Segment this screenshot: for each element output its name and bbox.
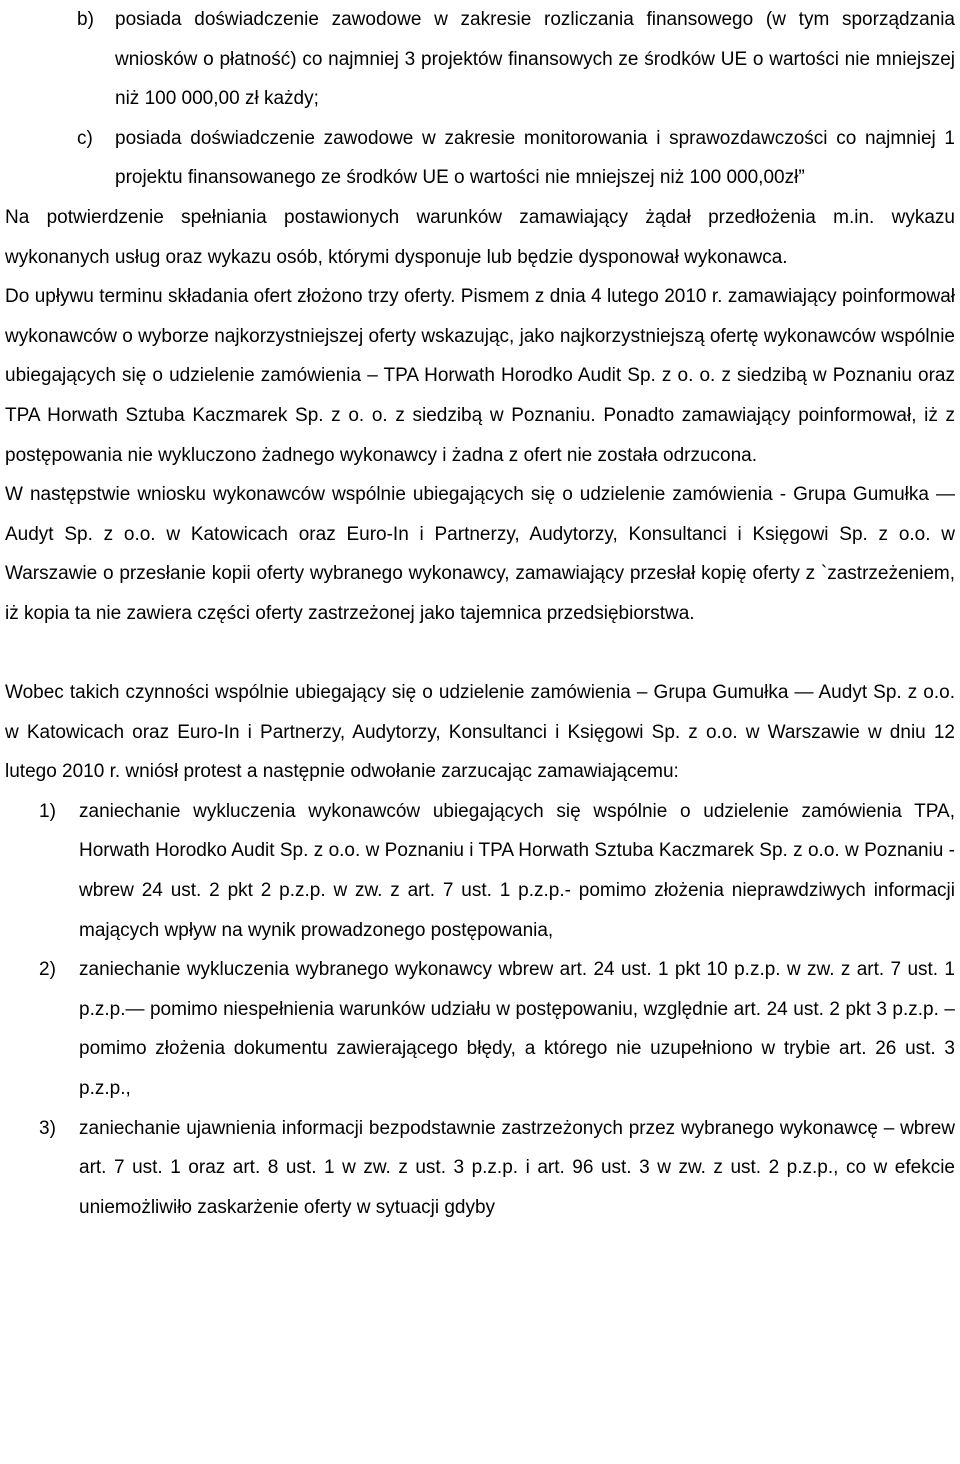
paragraph-protest: Wobec takich czynności wspólnie ubiegający się o udzielenie zamówienia – Grupa Gumułka — Audyt Sp. z o.o. w Katowicach oraz Euro-In i Partnerzy, Audytorzy, Konsultanci i Księgowi Sp. z o.o. w Warszawie w dniu 12 lutego 2010 r. wniósł protest a następnie odwołanie zarzucając zamawiającemu:: [5, 682, 955, 783]
list-item: [5, 792, 955, 950]
list-item-text: zaniechanie wykluczenia wykonawców ubiegających się wspólnie o udzielenie zamówienia TPA, Horwath Horodko Audit Sp. z o.o. w Poznaniu i TPA Horwath Sztuba Kaczmarek Sp. z o.o. w Poznaniu - wbrew 24 ust. 2 pkt 2 p.z.p. w zw. z art. 7 ust. 1 p.z.p.- pomimo złożenia nieprawdziwych informacji mających wpływ na wynik prowadzonego postępowania,: [79, 800, 955, 941]
list-marker: b): [77, 9, 94, 30]
list-marker: 2): [39, 959, 56, 981]
list-item: [5, 119, 955, 198]
list-item-text: posiada doświadczenie zawodowe w zakresie monitorowania i sprawozdawczości co najmniej 1 projektu finansowanego ze środków UE o wartości nie mniejszej niż 100 000,00zł”: [115, 127, 955, 189]
document-page: [5, 0, 955, 1227]
list-item: [5, 0, 955, 119]
paragraph-requirements-proof: Na potwierdzenie spełniania postawionych warunków zamawiający żądał przedłożenia m.in. wykazu wykonanych usług oraz wykazu osób, którymi dysponuje lub będzie dysponował wykonawca.: [5, 206, 955, 268]
list-marker: 3): [39, 1117, 56, 1139]
paragraph-gap: [5, 634, 955, 674]
list-item-text: posiada doświadczenie zawodowe w zakresie rozliczania finansowego (w tym sporządzania wniosków o płatność) co najmniej 3 projektów finansowych ze środków UE o wartości nie mniejszej niż 100 000,00 zł każdy;: [115, 9, 955, 110]
paragraph-offers-selection: Do upływu terminu składania ofert złożono trzy oferty. Pismem z dnia 4 lutego 2010 r. zamawiający poinformował wykonawców o wyborze najkorzystniejszej oferty wskazując, jako najkorzystniejszą ofertę wykonawców wspólnie ubiegających się o udzielenie zamówienia – TPA Horwath Horodko Audit Sp. z o. o. z siedzibą w Poznaniu oraz TPA Horwath Sztuba Kaczmarek Sp. z o. o. z siedzibą w Poznaniu. Ponadto zamawiający poinformował, iż z postępowania nie wykluczono żadnego wykonawcy i żadna z ofert nie została odrzucona.: [5, 286, 955, 466]
paragraph-copy-request: W następstwie wniosku wykonawców wspólnie ubiegających się o udzielenie zamówienia - Grupa Gumułka — Audyt Sp. z o.o. w Katowicach oraz Euro-In i Partnerzy, Audytorzy, Konsultanci i Księgowi Sp. z o.o. w Warszawie o przesłanie kopii oferty wybranego wykonawcy, zamawiający przesłał kopię oferty z `zastrzeżeniem, iż kopia ta nie zawiera części oferty zastrzeżonej jako tajemnica przedsiębiorstwa.: [5, 484, 955, 624]
list-marker: c): [77, 127, 93, 149]
list-item: [5, 1109, 955, 1228]
list-item-text: zaniechanie ujawnienia informacji bezpodstawnie zastrzeżonych przez wybranego wykonawcę – wbrew art. 7 ust. 1 oraz art. 8 ust. 1 w zw. z ust. 3 p.z.p. i art. 96 ust. 3 w zw. z ust. 2 p.z.p., co w efekcie uniemożliwiło zaskarżenie oferty w sytuacji gdyby: [79, 1117, 955, 1218]
list-item-text: zaniechanie wykluczenia wybranego wykonawcy wbrew art. 24 ust. 1 pkt 10 p.z.p. w zw. z art. 7 ust. 1 p.z.p.— pomimo niespełnienia warunków udziału w postępowaniu, względnie art. 24 ust. 2 pkt 3 p.z.p. – pomimo złożenia dokumentu zawierającego błędy, a którego nie uzupełniono w trybie art. 26 ust. 3 p.z.p.,: [79, 959, 955, 1100]
list-item: [5, 950, 955, 1108]
list-marker: 1): [39, 800, 56, 822]
